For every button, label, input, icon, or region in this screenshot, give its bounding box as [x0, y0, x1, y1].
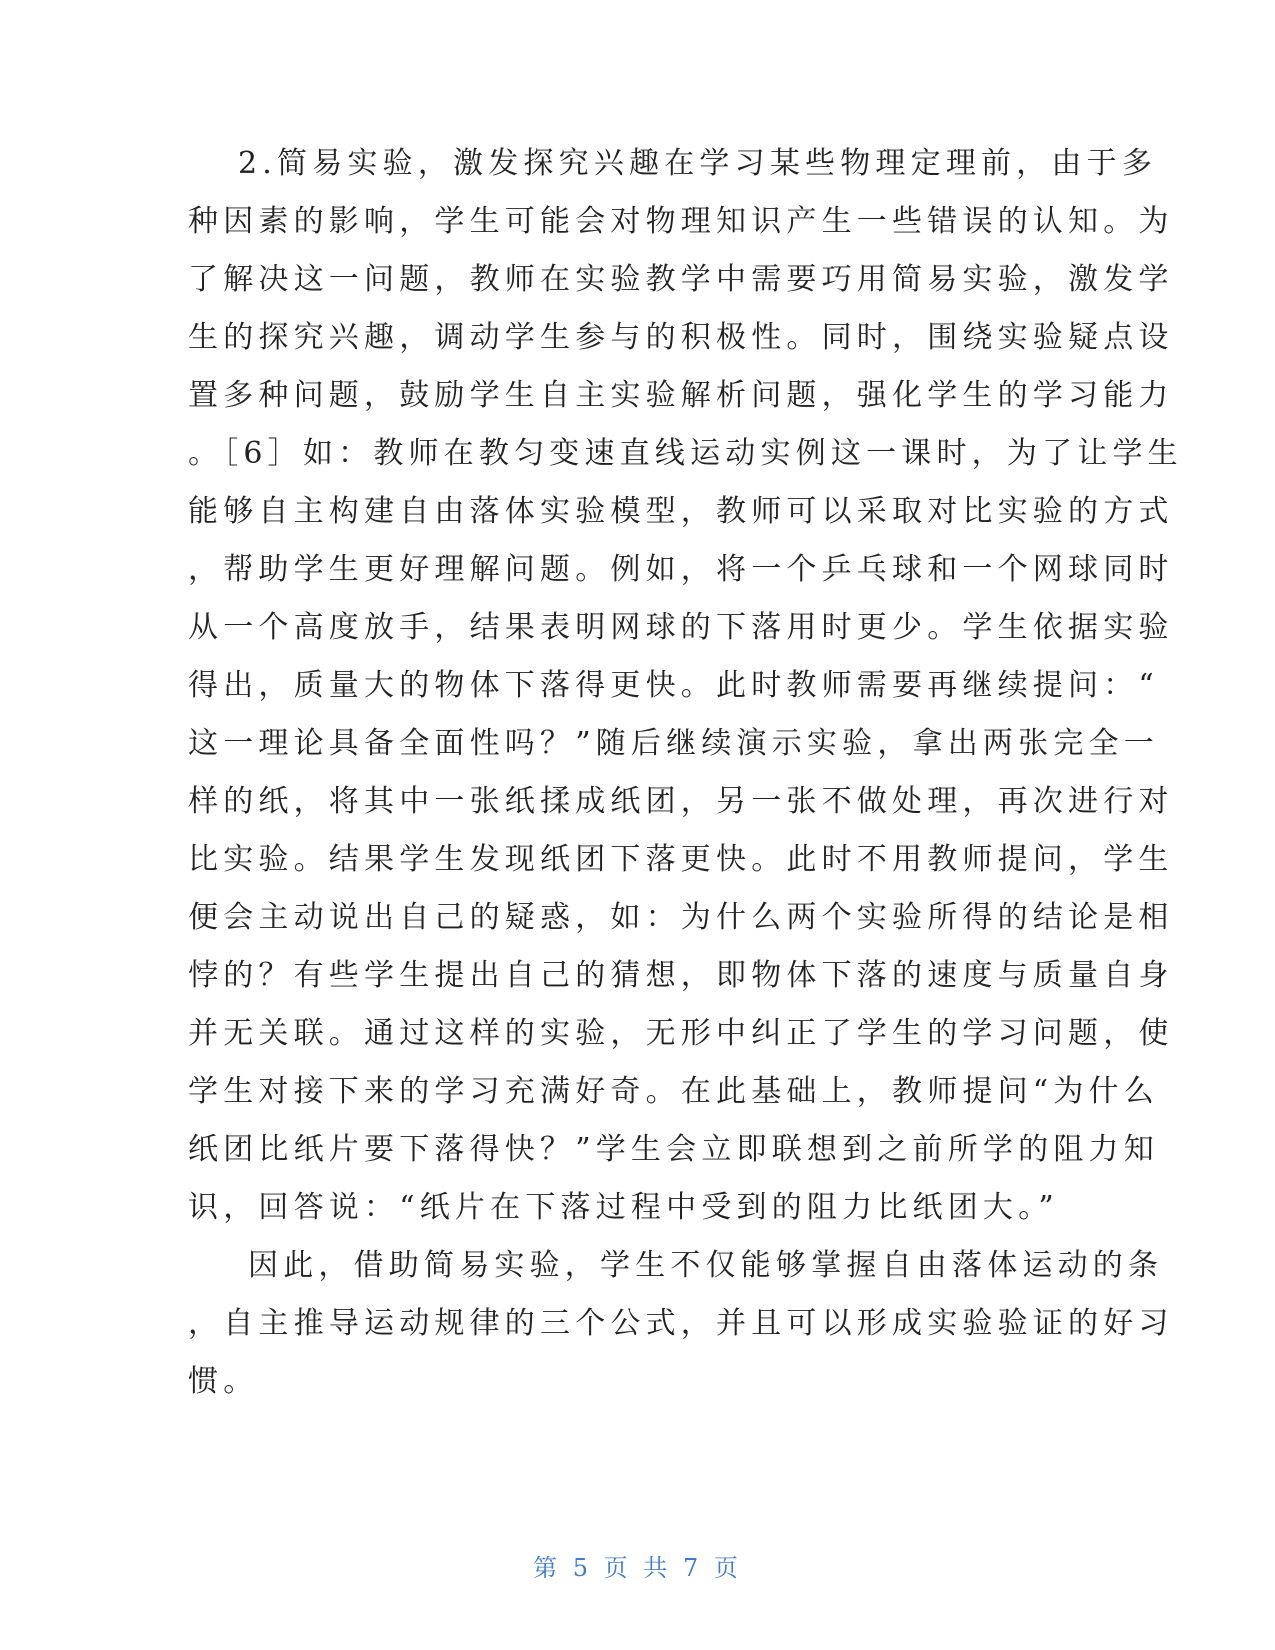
paragraph-line: 这一理论具备全面性吗？”随后继续演示实验，拿出两张完全一 [188, 726, 1159, 761]
paragraph-line: 生的探究兴趣，调动学生参与的积极性。同时，围绕实验疑点设 [188, 320, 1174, 355]
paragraph-line: 样的纸，将其中一张纸揉成纸团，另一张不做处理，再次进行对 [188, 784, 1174, 819]
paragraph-line: 纸团比纸片要下落得快？”学生会立即联想到之前所学的阻力知 [188, 1132, 1159, 1167]
paragraph-line: 得出，质量大的物体下落得更快。此时教师需要再继续提问：“ [188, 668, 1159, 703]
page-number-footer [0, 1548, 1275, 1583]
paragraph-line: 因此，借助简易实验，学生不仅能够掌握自由落体运动的条 [248, 1248, 1164, 1283]
paragraph-line: 识，回答说：“纸片在下落过程中受到的阻力比纸团大。” [188, 1190, 1059, 1225]
paragraph-line: 置多种问题，鼓励学生自主实验解析问题，强化学生的学习能力 [188, 378, 1174, 413]
paragraph-line: 了解决这一问题，教师在实验教学中需要巧用简易实验，激发学 [188, 262, 1174, 297]
paragraph-line: 从一个高度放手，结果表明网球的下落用时更少。学生依据实验 [188, 610, 1174, 645]
paragraph-line: 并无关联。通过这样的实验，无形中纠正了学生的学习问题，使 [188, 1016, 1174, 1051]
paragraph-line: ，帮助学生更好理解问题。例如，将一个乒乓球和一个网球同时 [188, 552, 1174, 587]
paragraph-line: 2.简易实验，激发探究兴趣在学习某些物理定理前，由于多 [238, 146, 1158, 181]
paragraph-line: 种因素的影响，学生可能会对物理知识产生一些错误的认知。为 [188, 204, 1174, 239]
paragraph-line: 学生对接下来的学习充满好奇。在此基础上，教师提问“为什么 [188, 1074, 1159, 1109]
paragraph-line: 比实验。结果学生发现纸团下落更快。此时不用教师提问，学生 [188, 842, 1174, 877]
paragraph-line: 惯。 [188, 1364, 259, 1399]
page-number-text: 第 5 页 共 7 页 [533, 1554, 742, 1582]
paragraph-line: 便会主动说出自己的疑惑，如：为什么两个实验所得的结论是相 [188, 900, 1174, 935]
paragraph-line: 。［6］如：教师在教匀变速直线运动实例这一课时，为了让学生 [188, 436, 1183, 471]
paragraph-line: 能够自主构建自由落体实验模型，教师可以采取对比实验的方式 [188, 494, 1174, 529]
paragraph-line: ，自主推导运动规律的三个公式，并且可以形成实验验证的好习 [188, 1306, 1174, 1341]
paragraph-line: 悖的？有些学生提出自己的猜想，即物体下落的速度与质量自身 [188, 958, 1174, 993]
